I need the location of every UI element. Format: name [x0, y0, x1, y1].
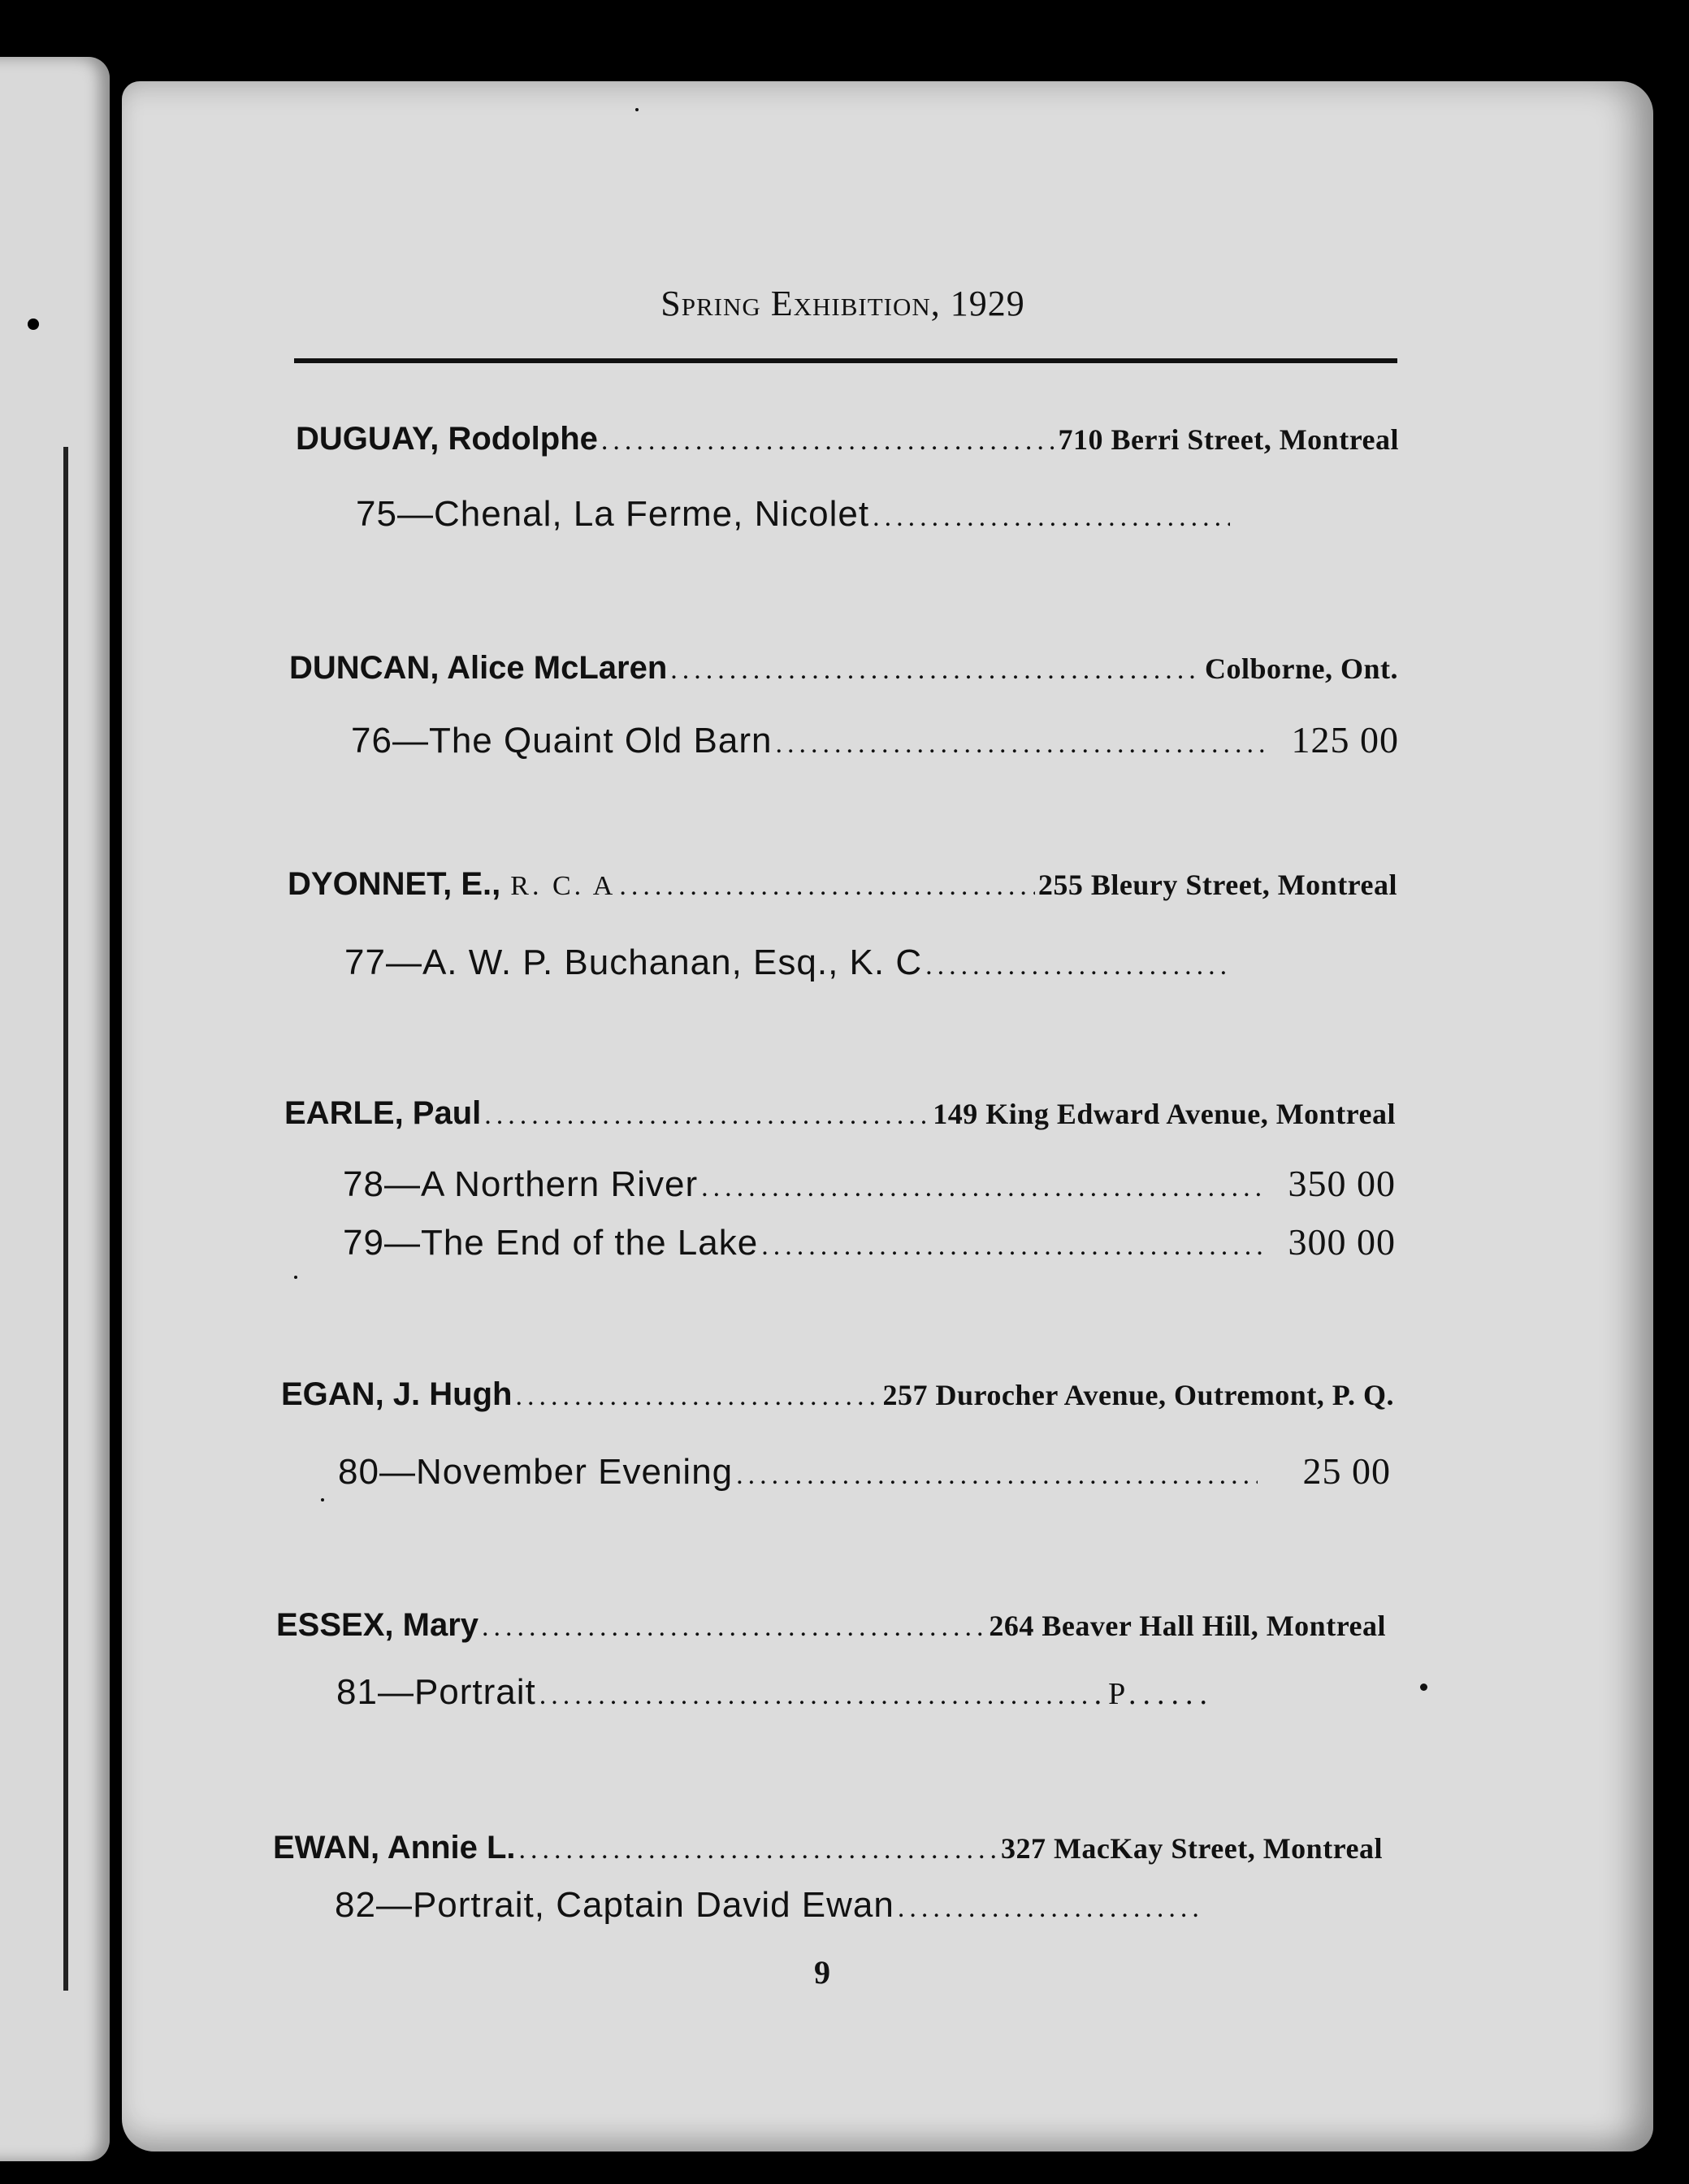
leader-dots [736, 1460, 1258, 1491]
leader-dots [761, 1231, 1262, 1262]
header-rule [294, 358, 1397, 363]
work-title: 79—The End of the Lake [343, 1223, 759, 1263]
leader-dots [515, 1381, 879, 1412]
artist-name: EARLE, Paul [284, 1095, 482, 1131]
scan-speck [321, 1498, 324, 1502]
page-header [0, 283, 1689, 324]
artist-line [281, 1376, 1394, 1413]
scan-speck [1420, 1684, 1427, 1691]
artist-name: ESSEX, Mary [276, 1607, 479, 1643]
work-line [343, 1220, 1396, 1263]
artist-name: DUGUAY, Rodolphe [296, 421, 598, 457]
scan-speck [294, 1276, 297, 1279]
leader-dots [898, 1893, 1202, 1924]
work-line [335, 1885, 1206, 1926]
artist-address: 257 Durocher Avenue, Outremont, P. Q. [882, 1379, 1394, 1411]
artist-line [296, 421, 1399, 457]
artist-address: 327 MacKay Street, Montreal [1000, 1832, 1383, 1865]
artist-line [284, 1095, 1396, 1132]
leader-dots [519, 1835, 998, 1866]
artist-address: 255 Bleury Street, Montreal [1037, 869, 1397, 901]
work-line [336, 1672, 1214, 1713]
work-line [344, 942, 1230, 983]
spine-shadow [63, 447, 68, 1991]
work-title: 75—Chenal, La Ferme, Nicolet [356, 494, 870, 534]
leader-dots [601, 426, 1055, 457]
leader-dots [484, 1100, 929, 1131]
page-number: 9 [814, 1954, 830, 1991]
leader-dots [925, 951, 1227, 982]
artist-address: Colborne, Ont. [1204, 652, 1398, 685]
artist-line [288, 866, 1397, 903]
work-price: 25 00 [1302, 1450, 1391, 1492]
work-title: 80—November Evening [338, 1452, 734, 1492]
work-title: 76—The Quaint Old Barn [351, 721, 773, 760]
work-line [356, 494, 1233, 535]
page-title: Spring Exhibition, 1929 [660, 284, 1025, 323]
artist-name: EWAN, Annie L. [273, 1830, 516, 1866]
artist-address: 149 King Edward Avenue, Montreal [933, 1098, 1396, 1130]
artist-line [276, 1607, 1386, 1644]
artist-name: DUNCAN, Alice McLaren [289, 650, 668, 686]
artist-address: 710 Berri Street, Montreal [1058, 423, 1399, 456]
left-page-edge [0, 57, 110, 2161]
leader-dots [539, 1680, 1088, 1711]
work-title: 78—A Northern River [343, 1164, 699, 1204]
artist-name: DYONNET, E., [288, 866, 501, 902]
artist-line [273, 1830, 1383, 1866]
leader-dots [775, 729, 1266, 760]
artist-name: EGAN, J. Hugh [281, 1376, 513, 1412]
leader-dots [482, 1612, 985, 1643]
work-title: 77—A. W. P. Buchanan, Esq., K. C [344, 942, 923, 982]
work-price: 350 00 [1288, 1163, 1396, 1204]
artist-honorific: R. C. A [510, 871, 617, 901]
work-line [351, 718, 1399, 761]
leader-dots [619, 871, 1035, 902]
leader-dots [670, 655, 1202, 686]
work-price: 300 00 [1288, 1221, 1396, 1263]
work-line [338, 1450, 1391, 1493]
scan-speck [635, 108, 639, 111]
leader-dots [701, 1172, 1262, 1203]
work-line [343, 1162, 1396, 1205]
work-price: 125 00 [1291, 719, 1399, 760]
leader-dots [873, 502, 1230, 533]
artist-address: 264 Beaver Hall Hill, Montreal [989, 1610, 1386, 1642]
work-price: .P...... [1094, 1677, 1214, 1711]
artist-line [289, 650, 1398, 687]
work-title: 81—Portrait [336, 1672, 536, 1712]
work-title: 82—Portrait, Captain David Ewan [335, 1885, 894, 1925]
